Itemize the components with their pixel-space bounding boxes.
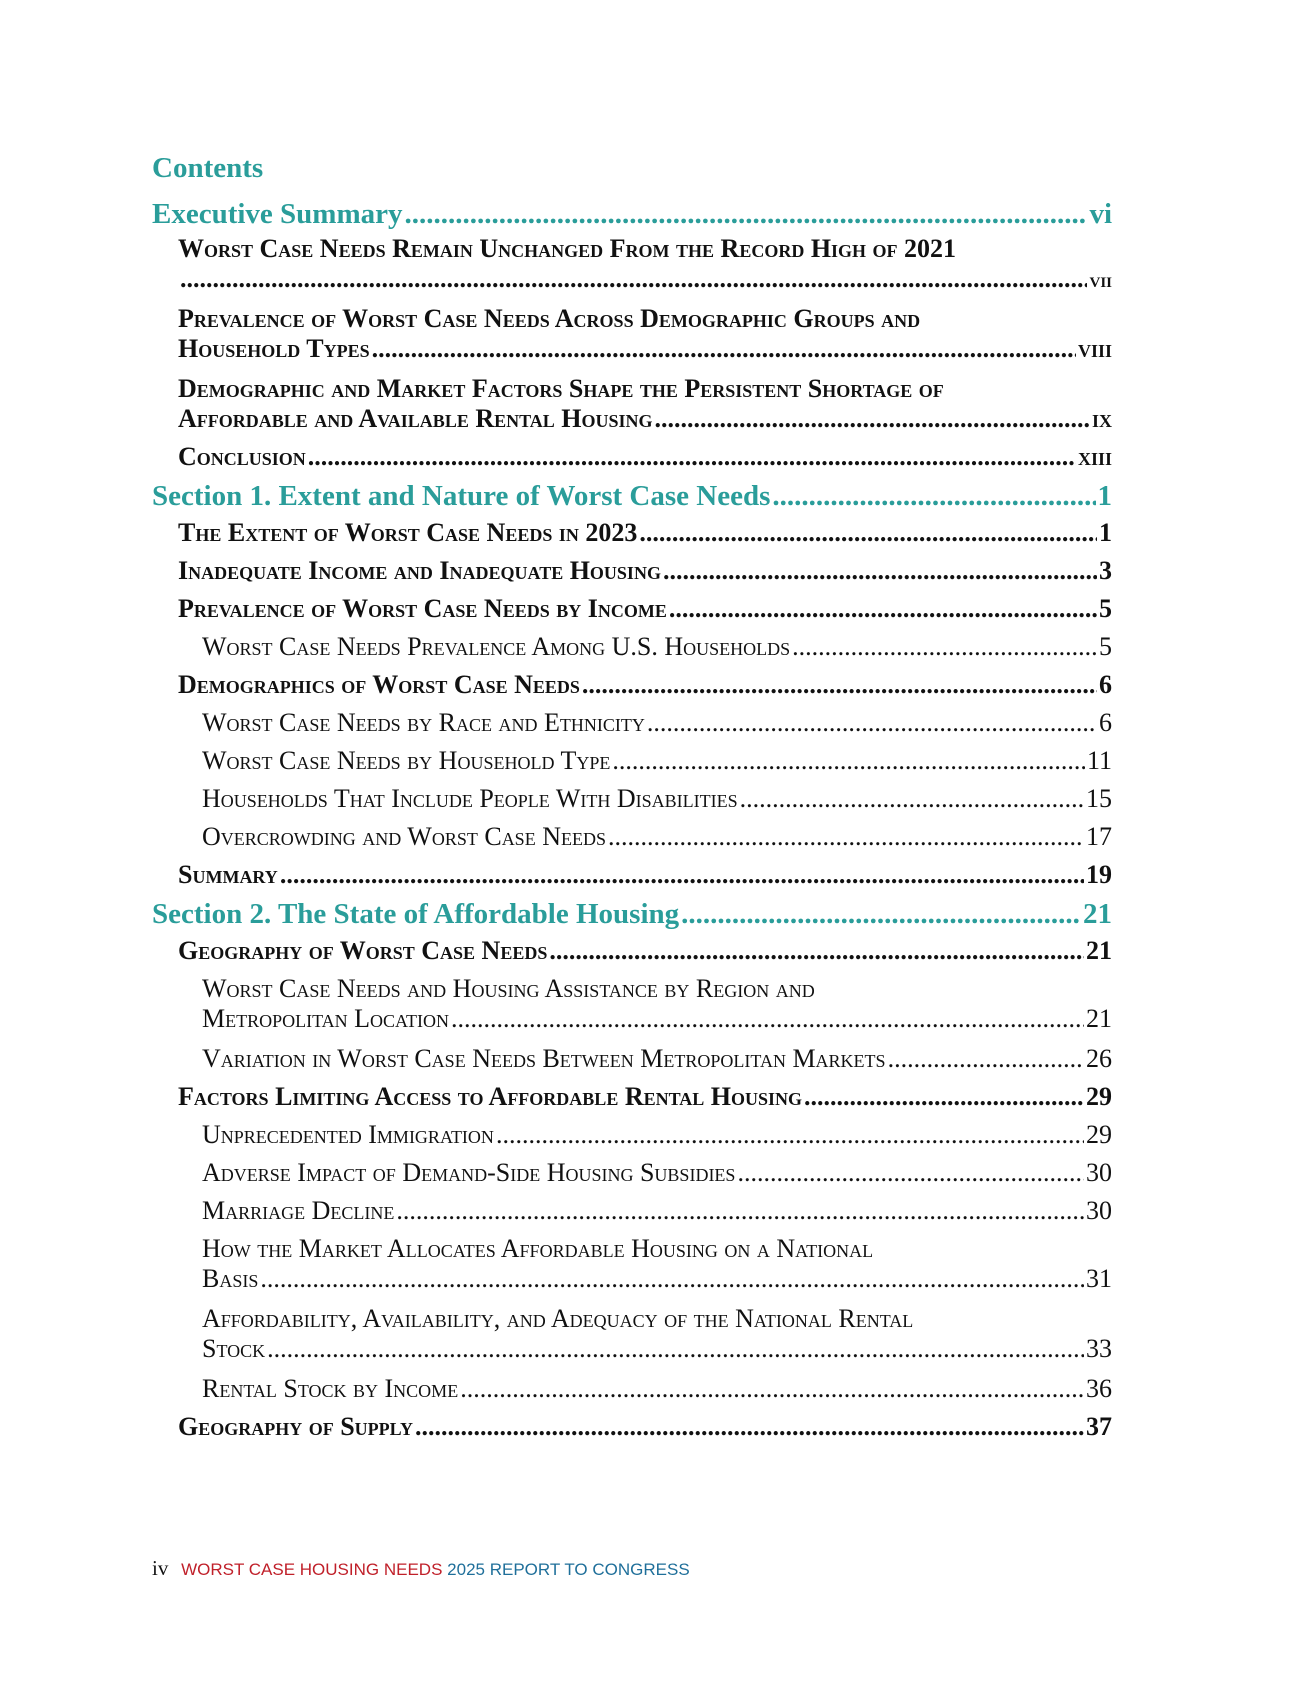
- toc-entry[interactable]: [202, 746, 1112, 776]
- dot-leader: [405, 198, 1088, 231]
- toc-entry[interactable]: [202, 1158, 1112, 1188]
- toc-entry-title: Worst Case Needs Remain Unchanged From the Record High of 2021: [178, 234, 957, 263]
- dot-leader: [308, 442, 1076, 472]
- toc-entry-title: Geography of Supply: [178, 1412, 414, 1441]
- toc-entry-title: Worst Case Needs Prevalence Among U.S. Households: [202, 632, 791, 661]
- toc-entry-title: Adverse Impact of Demand-Side Housing Subsidies: [202, 1158, 736, 1187]
- toc-entry-title: Demographic and Market Factors Shape the Persistent Shortage of: [178, 374, 944, 403]
- toc-entry[interactable]: [178, 936, 1112, 966]
- toc-entry[interactable]: [202, 1234, 1112, 1294]
- toc-entry-title: Unprecedented Immigration: [202, 1120, 494, 1149]
- toc-page-number: 33: [1086, 1334, 1112, 1363]
- toc-entry[interactable]: [178, 1082, 1112, 1112]
- toc-entry[interactable]: [178, 556, 1112, 586]
- toc-entry[interactable]: [202, 708, 1112, 738]
- dot-leader: [260, 1264, 1084, 1294]
- dot-leader: [608, 822, 1084, 852]
- toc-page-number: ix: [1091, 404, 1112, 433]
- footer-report-subtitle: 2025 REPORT TO CONGRESS: [447, 1560, 690, 1579]
- toc-entry-title: Factors Limiting Access to Affordable Rental Housing: [178, 1082, 803, 1111]
- footer-report-title: WORST CASE HOUSING NEEDS: [181, 1560, 443, 1579]
- toc-entry-title: Affordable and Available Rental Housing: [178, 404, 653, 433]
- toc-entry-title: The Extent of Worst Case Needs in 2023: [178, 518, 638, 547]
- toc-page-number: 36: [1086, 1374, 1112, 1403]
- toc-entry[interactable]: [178, 670, 1112, 700]
- toc-entry-title: Summary: [178, 860, 278, 889]
- toc-entry[interactable]: [202, 632, 1112, 662]
- toc-entry[interactable]: [178, 374, 1112, 434]
- toc-entry-title: Prevalence of Worst Case Needs by Income: [178, 594, 667, 623]
- toc-entry[interactable]: [178, 594, 1112, 624]
- dot-leader: [681, 898, 1081, 931]
- toc-entry-title: Worst Case Needs by Race and Ethnicity: [202, 708, 645, 737]
- toc-page-number: 15: [1086, 784, 1112, 813]
- dot-leader: [772, 480, 1095, 513]
- toc-page-number: vii: [1089, 267, 1112, 292]
- dot-leader: [415, 1412, 1084, 1442]
- toc-entry[interactable]: [202, 1304, 1112, 1364]
- toc-page-number: 6: [1099, 708, 1112, 737]
- toc-entry-title: Worst Case Needs by Household Type: [202, 746, 611, 775]
- toc-entry-title: Basis: [202, 1264, 259, 1293]
- toc-page-number: 26: [1086, 1044, 1112, 1073]
- toc-entry[interactable]: [202, 1120, 1112, 1150]
- toc-entry-title: Worst Case Needs and Housing Assistance by Region and: [202, 974, 815, 1003]
- dot-leader: [804, 1082, 1084, 1112]
- toc-entry[interactable]: [202, 974, 1112, 1034]
- toc-entry[interactable]: [152, 480, 1112, 513]
- toc-entry-title: Variation in Worst Case Needs Between Metropolitan Markets: [202, 1044, 886, 1073]
- toc-entry-title: Conclusion: [178, 442, 306, 471]
- dot-leader: [396, 1196, 1084, 1226]
- toc-entry-title: Households That Include People With Disabilities: [202, 784, 738, 813]
- toc-entry-title: Affordability, Availability, and Adequacy of the National Rental: [202, 1304, 914, 1333]
- toc-page-number: 31: [1086, 1264, 1112, 1293]
- dot-leader: [612, 746, 1085, 776]
- footer-page-number: iv: [152, 1556, 169, 1580]
- toc-entry[interactable]: [152, 898, 1112, 931]
- toc-page-number: 19: [1086, 860, 1112, 889]
- toc-entry-title: Metropolitan Location: [202, 1004, 450, 1033]
- dot-leader: [737, 1158, 1084, 1188]
- toc-entry-title: Executive Summary: [152, 198, 403, 230]
- toc-entry[interactable]: [152, 198, 1112, 231]
- toc-page-number: viii: [1077, 334, 1112, 363]
- dot-leader: [280, 860, 1084, 890]
- toc-entry-title: Section 2. The State of Affordable Housing: [152, 898, 680, 930]
- toc-entry[interactable]: [202, 784, 1112, 814]
- toc-entry[interactable]: [202, 1196, 1112, 1226]
- toc-entry[interactable]: [178, 860, 1112, 890]
- dot-leader: [180, 264, 1087, 294]
- toc-entry-title: Marriage Decline: [202, 1196, 395, 1225]
- dot-leader: [663, 556, 1097, 586]
- toc-page-number: 17: [1086, 822, 1112, 851]
- toc-entry[interactable]: [178, 518, 1112, 548]
- toc-entry-title: Household Types: [178, 334, 370, 363]
- toc-page-number: 5: [1099, 594, 1112, 623]
- toc-page-number: 1: [1097, 480, 1112, 512]
- toc-page-number: 1: [1099, 518, 1112, 547]
- toc-page-number: 37: [1086, 1412, 1112, 1441]
- dot-leader: [267, 1334, 1084, 1364]
- toc-entry-title: Section 1. Extent and Nature of Worst Case Needs: [152, 480, 771, 512]
- toc-entry[interactable]: [178, 304, 1112, 364]
- toc-entry-title: Rental Stock by Income: [202, 1374, 459, 1403]
- toc-entry-title: Demographics of Worst Case Needs: [178, 670, 580, 699]
- toc-entry-title: Inadequate Income and Inadequate Housing: [178, 556, 661, 585]
- dot-leader: [372, 334, 1076, 364]
- toc-page-number: 29: [1086, 1120, 1112, 1149]
- dot-leader: [549, 936, 1084, 966]
- toc-entry[interactable]: [202, 1374, 1112, 1404]
- dot-leader: [451, 1004, 1084, 1034]
- page-footer: [152, 1556, 690, 1581]
- dot-leader: [888, 1044, 1084, 1074]
- toc-page-number: 30: [1086, 1158, 1112, 1187]
- toc-entry[interactable]: [178, 234, 1112, 294]
- toc-page-number: 21: [1086, 936, 1112, 965]
- toc-page-number: 21: [1083, 898, 1112, 930]
- toc-entry[interactable]: [202, 822, 1112, 852]
- toc-page-number: 30: [1086, 1196, 1112, 1225]
- toc-page-number: 6: [1099, 670, 1112, 699]
- toc-entry[interactable]: [202, 1044, 1112, 1074]
- toc-page-number: 5: [1099, 632, 1112, 661]
- toc-entry-title: Geography of Worst Case Needs: [178, 936, 548, 965]
- toc-page-number: 11: [1086, 746, 1112, 775]
- toc-page-number: xiii: [1077, 442, 1112, 471]
- toc-entry[interactable]: [178, 1412, 1112, 1442]
- dot-leader: [740, 784, 1084, 814]
- toc-entry-title: Prevalence of Worst Case Needs Across Demographic Groups and: [178, 304, 921, 333]
- dot-leader: [639, 518, 1097, 548]
- dot-leader: [647, 708, 1097, 738]
- toc-page-number: 3: [1099, 556, 1112, 585]
- dot-leader: [496, 1120, 1084, 1150]
- dot-leader: [460, 1374, 1084, 1404]
- dot-leader: [655, 404, 1090, 434]
- toc-page-number: 29: [1086, 1082, 1112, 1111]
- toc-page-number: 21: [1086, 1004, 1112, 1033]
- dot-leader: [582, 670, 1097, 700]
- contents-heading: Contents: [152, 152, 264, 184]
- toc-entry-title: How the Market Allocates Affordable Housing on a National: [202, 1234, 874, 1263]
- dot-leader: [669, 594, 1097, 624]
- toc-entry-title: Stock: [202, 1334, 266, 1363]
- dot-leader: [792, 632, 1097, 662]
- toc-page-number: vi: [1089, 198, 1112, 230]
- toc-entry[interactable]: [178, 442, 1112, 472]
- toc-entry-title: Overcrowding and Worst Case Needs: [202, 822, 606, 851]
